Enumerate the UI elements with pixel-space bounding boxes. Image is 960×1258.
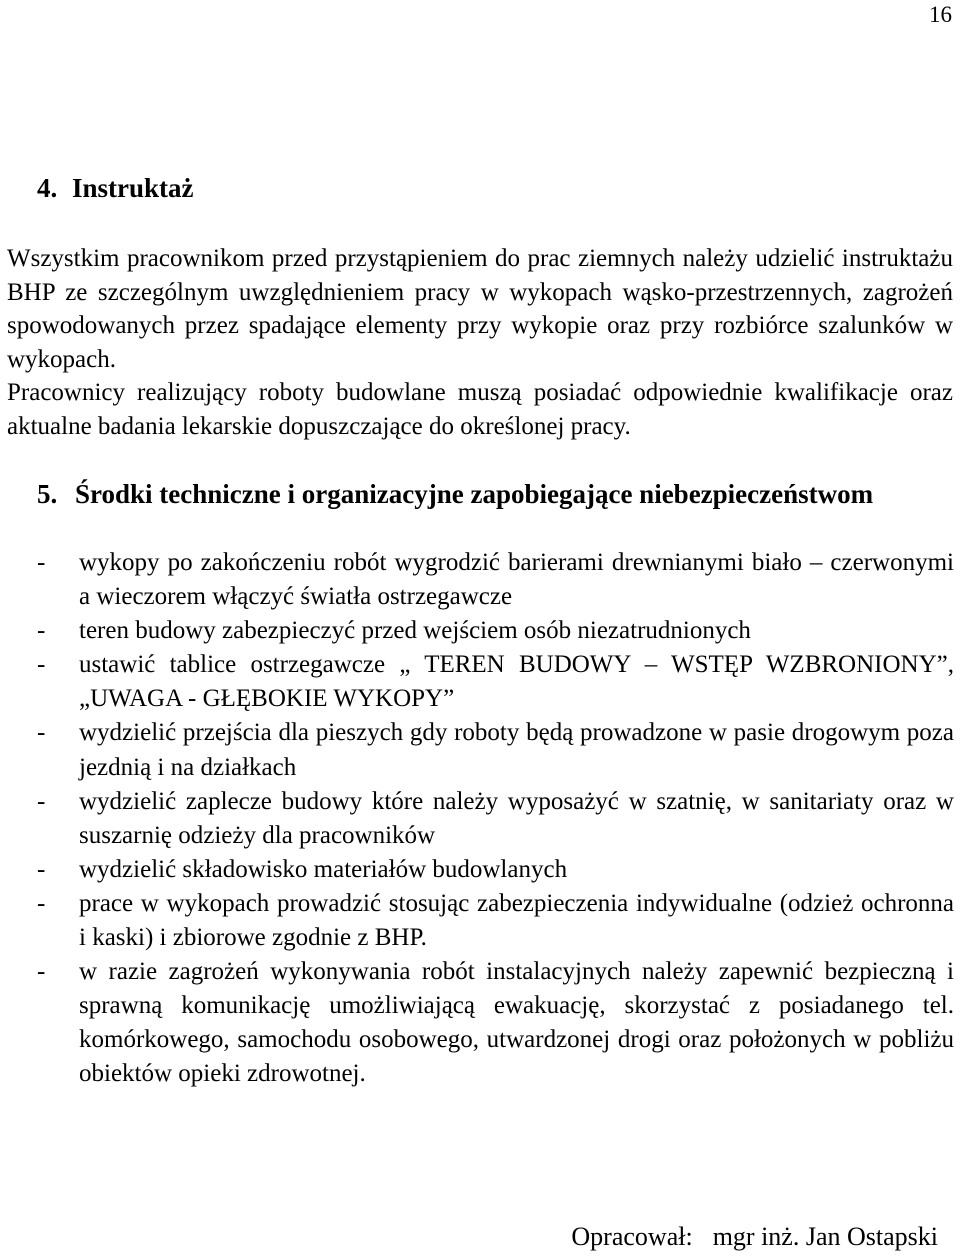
list-item bbox=[37, 716, 954, 784]
list-bullet: - bbox=[37, 549, 46, 576]
list-item-text: wydzielić składowisko materiałów budowlanych bbox=[79, 855, 568, 883]
list-item-text: wykopy po zakończeniu robót wygrodzić barierami drewnianymi biało – czerwonymi a wieczorem włączyć światła ostrzegawcze bbox=[79, 549, 954, 611]
list-item-text: w razie zagrożeń wykonywania robót instalacyjnych należy zapewnić bezpieczną i sprawną komunikację umożliwiającą ewakuację, skorzystać z posiadanego tel. komórkowego, samochodu osobowego, utwardzonej drogi oraz położonych w pobliżu obiektów opieki zdrowotnej. bbox=[79, 958, 954, 1088]
section-4-title: Instruktaż bbox=[72, 173, 194, 203]
list-item-text: ustawić tablice ostrzegawcze „ TEREN BUDOWY – WSTĘP WZBRONIONY”, „UWAGA - GŁĘBOKIE WYKOPY” bbox=[79, 651, 954, 713]
list-item bbox=[37, 648, 954, 716]
list-bullet: - bbox=[37, 855, 46, 883]
author-label: Opracował: bbox=[571, 1222, 693, 1251]
section-4-heading bbox=[37, 173, 194, 204]
list-bullet: - bbox=[37, 651, 46, 679]
list-item-text: wydzielić przejścia dla pieszych gdy roboty będą prowadzone w pasie drogowym poza jezdnią i na działkach bbox=[79, 719, 954, 781]
list-bullet: - bbox=[37, 958, 46, 986]
author-signature bbox=[571, 1222, 938, 1252]
section-4-number: 4. bbox=[37, 173, 58, 203]
list-item bbox=[37, 955, 954, 1091]
section-5-heading bbox=[37, 479, 873, 510]
section-5-number: 5. bbox=[37, 479, 58, 509]
list-bullet: - bbox=[37, 719, 46, 747]
section-4-paragraph-2: Pracownicy realizujący roboty budowlane muszą posiadać odpowiednie kwalifikacje oraz aktualne badania lekarskie dopuszczające do określonej pracy. bbox=[7, 379, 953, 440]
list-item-text: wydzielić zaplecze budowy które należy wyposażyć w szatnię, w sanitariaty oraz w suszarnię odzieży dla pracowników bbox=[79, 787, 954, 849]
list-item-text: teren budowy zabezpieczyć przed wejściem osób niezatrudnionych bbox=[79, 617, 751, 645]
list-item bbox=[37, 614, 954, 648]
list-item bbox=[37, 785, 954, 853]
measures-list bbox=[37, 546, 954, 1092]
list-bullet: - bbox=[37, 889, 46, 917]
list-item bbox=[37, 546, 954, 614]
list-bullet: - bbox=[37, 617, 46, 645]
page-number: 16 bbox=[929, 2, 952, 27]
list-item bbox=[37, 853, 954, 887]
list-bullet: - bbox=[37, 787, 46, 815]
list-item bbox=[37, 887, 954, 955]
list-item-text: prace w wykopach prowadzić stosując zabezpieczenia indywidualne (odzież ochronna i kaski) i zbiorowe zgodnie z BHP. bbox=[79, 889, 954, 952]
author-name: mgr inż. Jan Ostapski bbox=[712, 1222, 938, 1251]
section-5-title: Środki techniczne i organizacyjne zapobiegające niebezpieczeństwom bbox=[75, 479, 874, 509]
section-4-paragraph-1: Wszystkim pracownikom przed przystąpieniem do prac ziemnych należy udzielić instruktażu BHP ze szczególnym uwzględnieniem pracy w wykopach wąsko-przestrzennych, zagrożeń spowodowanych przez spadające elementy przy wykopie oraz przy rozbiórce szalunków w wykopach. bbox=[7, 245, 953, 373]
